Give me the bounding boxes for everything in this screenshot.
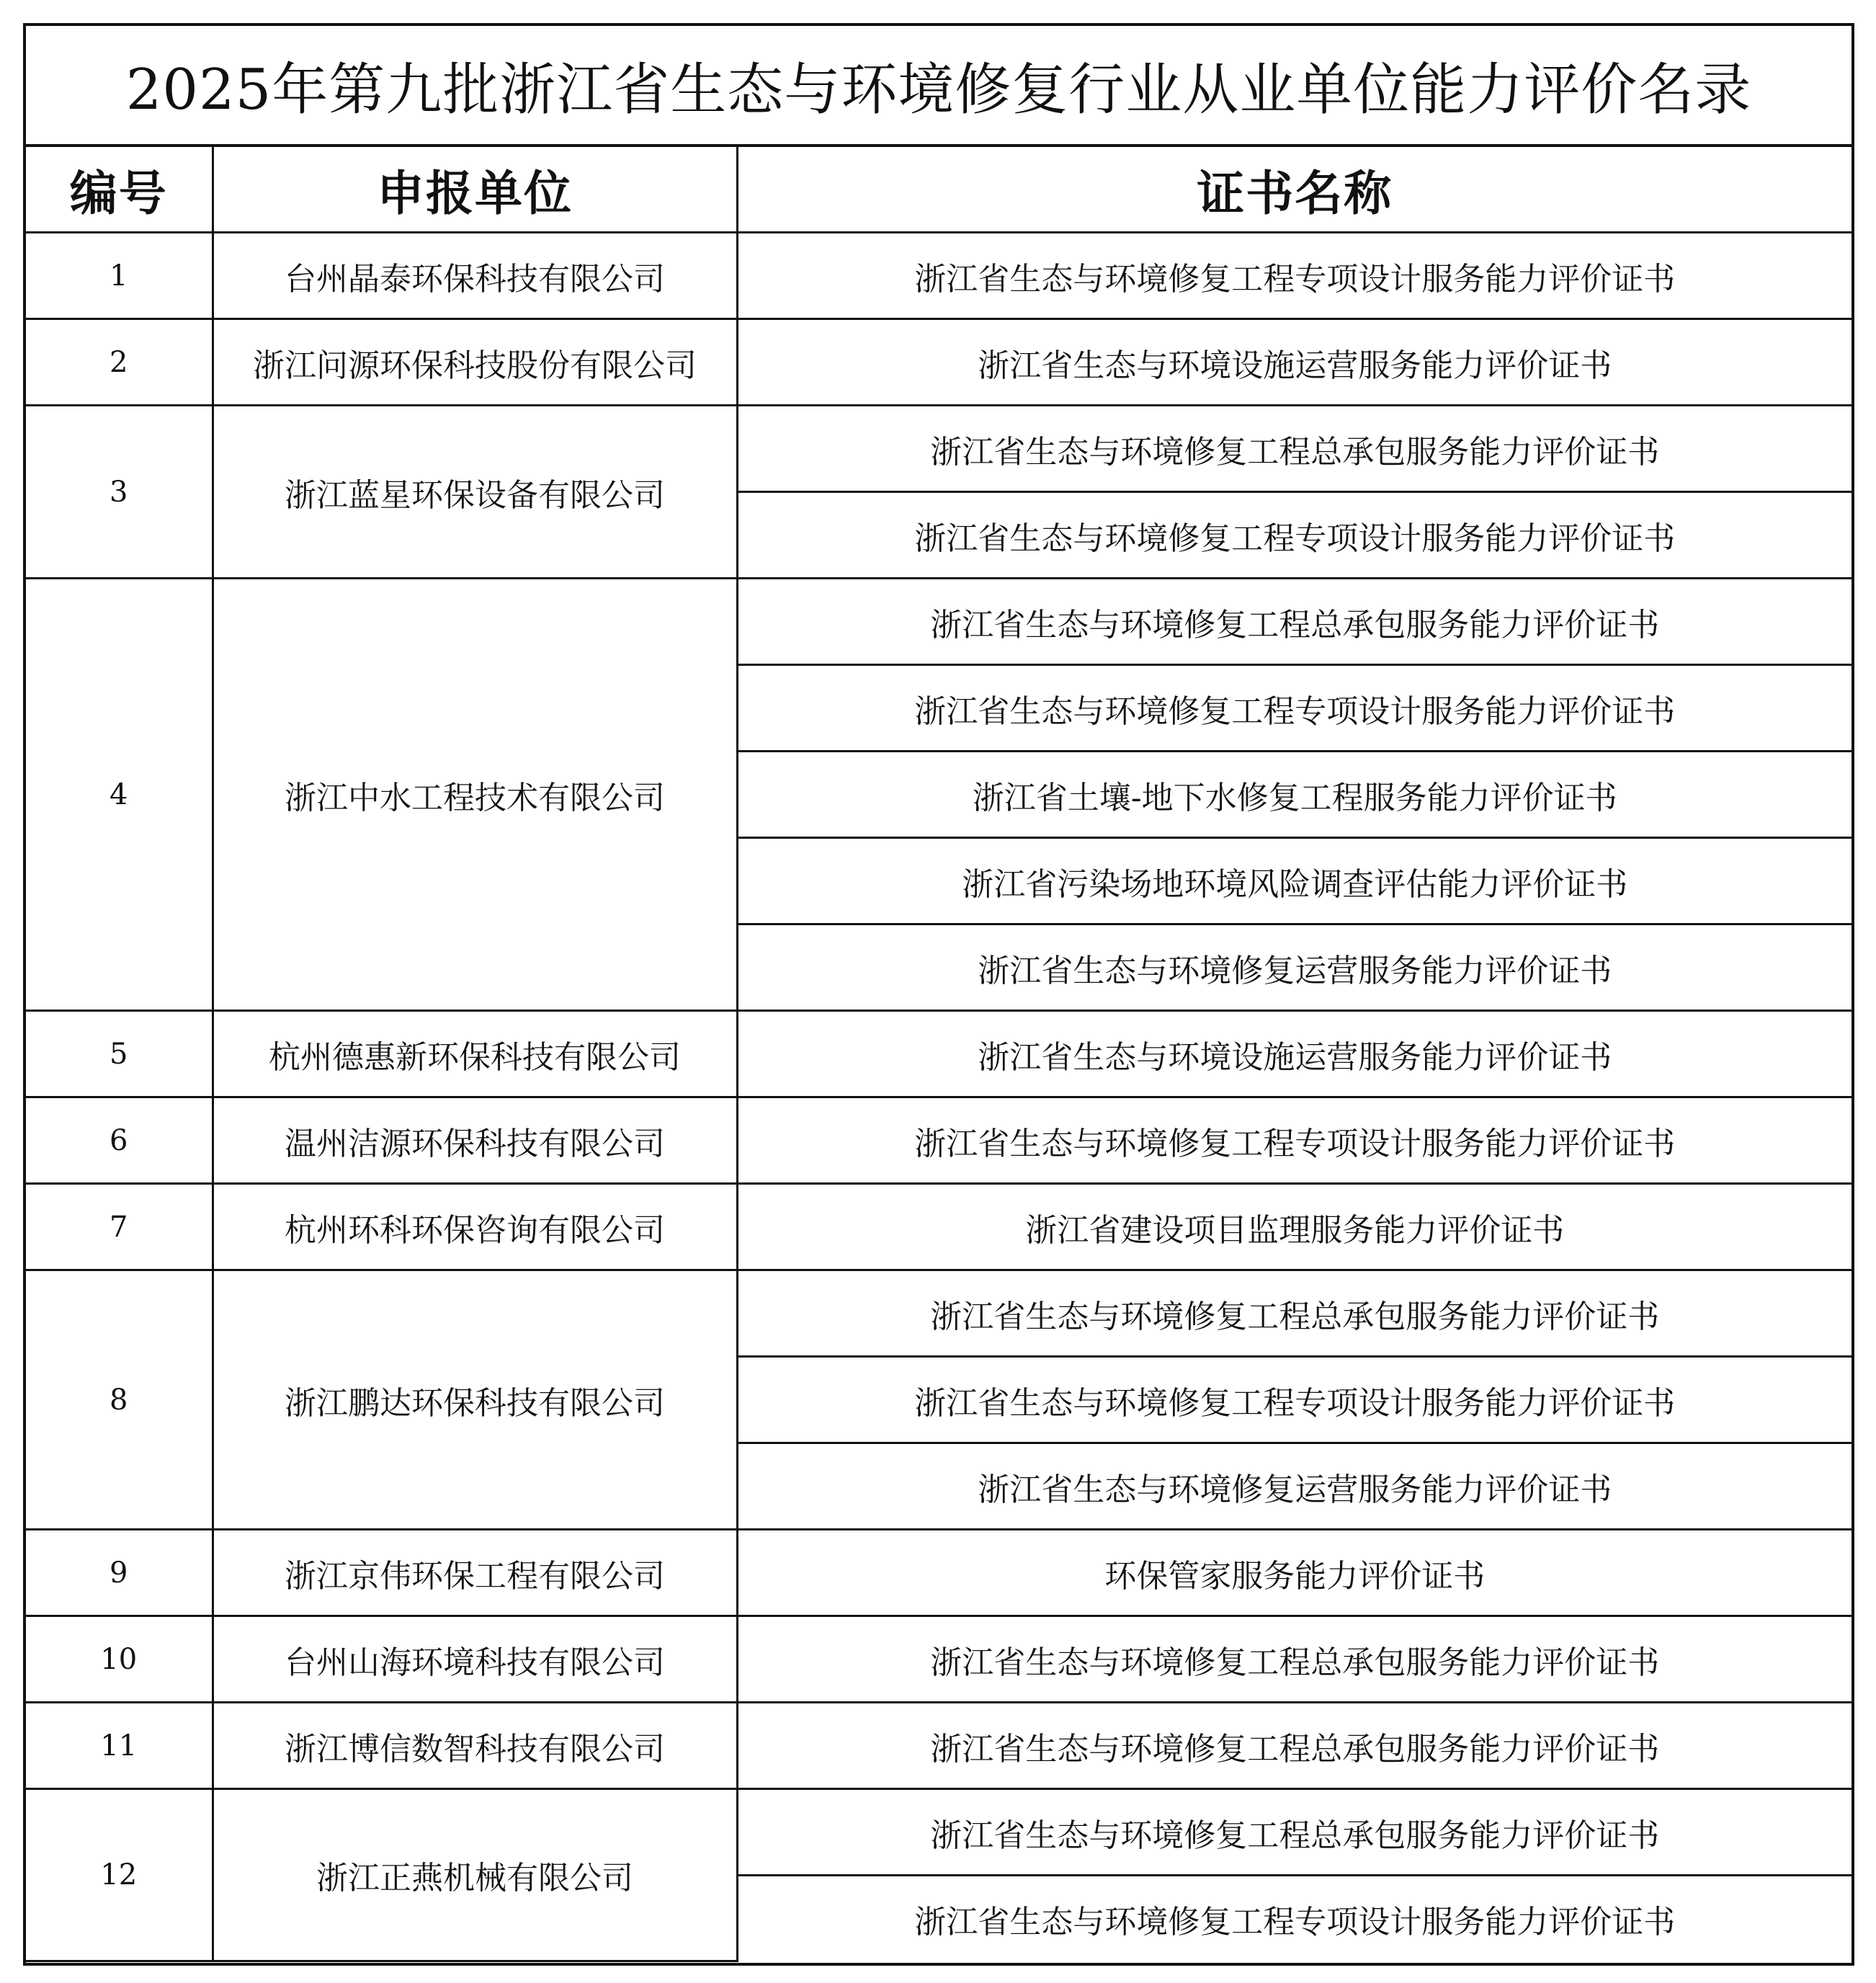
entry-certificate-name: 浙江省生态与环境修复工程总承包服务能力评价证书: [737, 579, 1852, 665]
entry-applicant-unit: 浙江博信数智科技有限公司: [213, 1703, 737, 1789]
header-number: 编号: [26, 147, 213, 233]
entry-applicant-unit: 浙江京伟环保工程有限公司: [213, 1530, 737, 1616]
entry-certificate-name: 浙江省污染场地环境风险调查评估能力评价证书: [737, 838, 1852, 924]
entry-certificate-name: 环保管家服务能力评价证书: [737, 1530, 1852, 1616]
entry-number: 9: [26, 1530, 213, 1616]
entry-certificate-name: 浙江省建设项目监理服务能力评价证书: [737, 1184, 1852, 1270]
table-row: [26, 406, 1852, 492]
entry-applicant-unit: 杭州环科环保咨询有限公司: [213, 1184, 737, 1270]
entry-number: 5: [26, 1011, 213, 1097]
entry-applicant-unit: 浙江鹏达环保科技有限公司: [213, 1270, 737, 1530]
table-body: [26, 233, 1852, 1961]
entry-certificate-name: 浙江省生态与环境修复工程总承包服务能力评价证书: [737, 1616, 1852, 1703]
entry-certificate-name: 浙江省生态与环境设施运营服务能力评价证书: [737, 319, 1852, 406]
entry-certificate-name: 浙江省生态与环境修复工程专项设计服务能力评价证书: [737, 1097, 1852, 1184]
entry-certificate-name: 浙江省生态与环境修复运营服务能力评价证书: [737, 924, 1852, 1011]
table-row: [26, 319, 1852, 406]
entry-number: 11: [26, 1703, 213, 1789]
evaluation-list-sheet: [23, 23, 1854, 1966]
evaluation-table: [26, 147, 1852, 1962]
entry-applicant-unit: 杭州德惠新环保科技有限公司: [213, 1011, 737, 1097]
entry-certificate-name: 浙江省生态与环境修复工程专项设计服务能力评价证书: [737, 233, 1852, 319]
table-row: [26, 233, 1852, 319]
table-row: [26, 1530, 1852, 1616]
header-certificate-name: 证书名称: [737, 147, 1852, 233]
table-row: [26, 1097, 1852, 1184]
entry-number: 8: [26, 1270, 213, 1530]
entry-certificate-name: 浙江省生态与环境修复工程总承包服务能力评价证书: [737, 406, 1852, 492]
table-row: [26, 1011, 1852, 1097]
table-row: [26, 1703, 1852, 1789]
entry-certificate-name: 浙江省生态与环境设施运营服务能力评价证书: [737, 1011, 1852, 1097]
entry-certificate-name: 浙江省生态与环境修复工程总承包服务能力评价证书: [737, 1703, 1852, 1789]
entry-number: 7: [26, 1184, 213, 1270]
entry-number: 1: [26, 233, 213, 319]
entry-applicant-unit: 浙江正燕机械有限公司: [213, 1789, 737, 1961]
entry-certificate-name: 浙江省生态与环境修复工程专项设计服务能力评价证书: [737, 665, 1852, 752]
table-row: [26, 1184, 1852, 1270]
entry-number: 12: [26, 1789, 213, 1961]
entry-applicant-unit: 台州山海环境科技有限公司: [213, 1616, 737, 1703]
table-row: [26, 1270, 1852, 1357]
entry-certificate-name: 浙江省生态与环境修复工程专项设计服务能力评价证书: [737, 1876, 1852, 1961]
entry-number: 10: [26, 1616, 213, 1703]
entry-certificate-name: 浙江省土壤-地下水修复工程服务能力评价证书: [737, 752, 1852, 838]
entry-number: 2: [26, 319, 213, 406]
entry-certificate-name: 浙江省生态与环境修复工程专项设计服务能力评价证书: [737, 1357, 1852, 1443]
entry-number: 4: [26, 579, 213, 1011]
entry-applicant-unit: 浙江蓝星环保设备有限公司: [213, 406, 737, 579]
header-applicant-unit: 申报单位: [213, 147, 737, 233]
page-title: 2025年第九批浙江省生态与环境修复行业从业单位能力评价名录: [26, 26, 1852, 147]
entry-certificate-name: 浙江省生态与环境修复工程总承包服务能力评价证书: [737, 1270, 1852, 1357]
entry-certificate-name: 浙江省生态与环境修复工程专项设计服务能力评价证书: [737, 492, 1852, 579]
entry-applicant-unit: 浙江中水工程技术有限公司: [213, 579, 737, 1011]
table-row: [26, 1789, 1852, 1876]
table-row: [26, 579, 1852, 665]
table-header-row: [26, 147, 1852, 233]
entry-number: 6: [26, 1097, 213, 1184]
entry-applicant-unit: 浙江问源环保科技股份有限公司: [213, 319, 737, 406]
entry-certificate-name: 浙江省生态与环境修复工程总承包服务能力评价证书: [737, 1789, 1852, 1876]
entry-certificate-name: 浙江省生态与环境修复运营服务能力评价证书: [737, 1443, 1852, 1530]
entry-applicant-unit: 台州晶泰环保科技有限公司: [213, 233, 737, 319]
table-row: [26, 1616, 1852, 1703]
entry-number: 3: [26, 406, 213, 579]
entry-applicant-unit: 温州洁源环保科技有限公司: [213, 1097, 737, 1184]
